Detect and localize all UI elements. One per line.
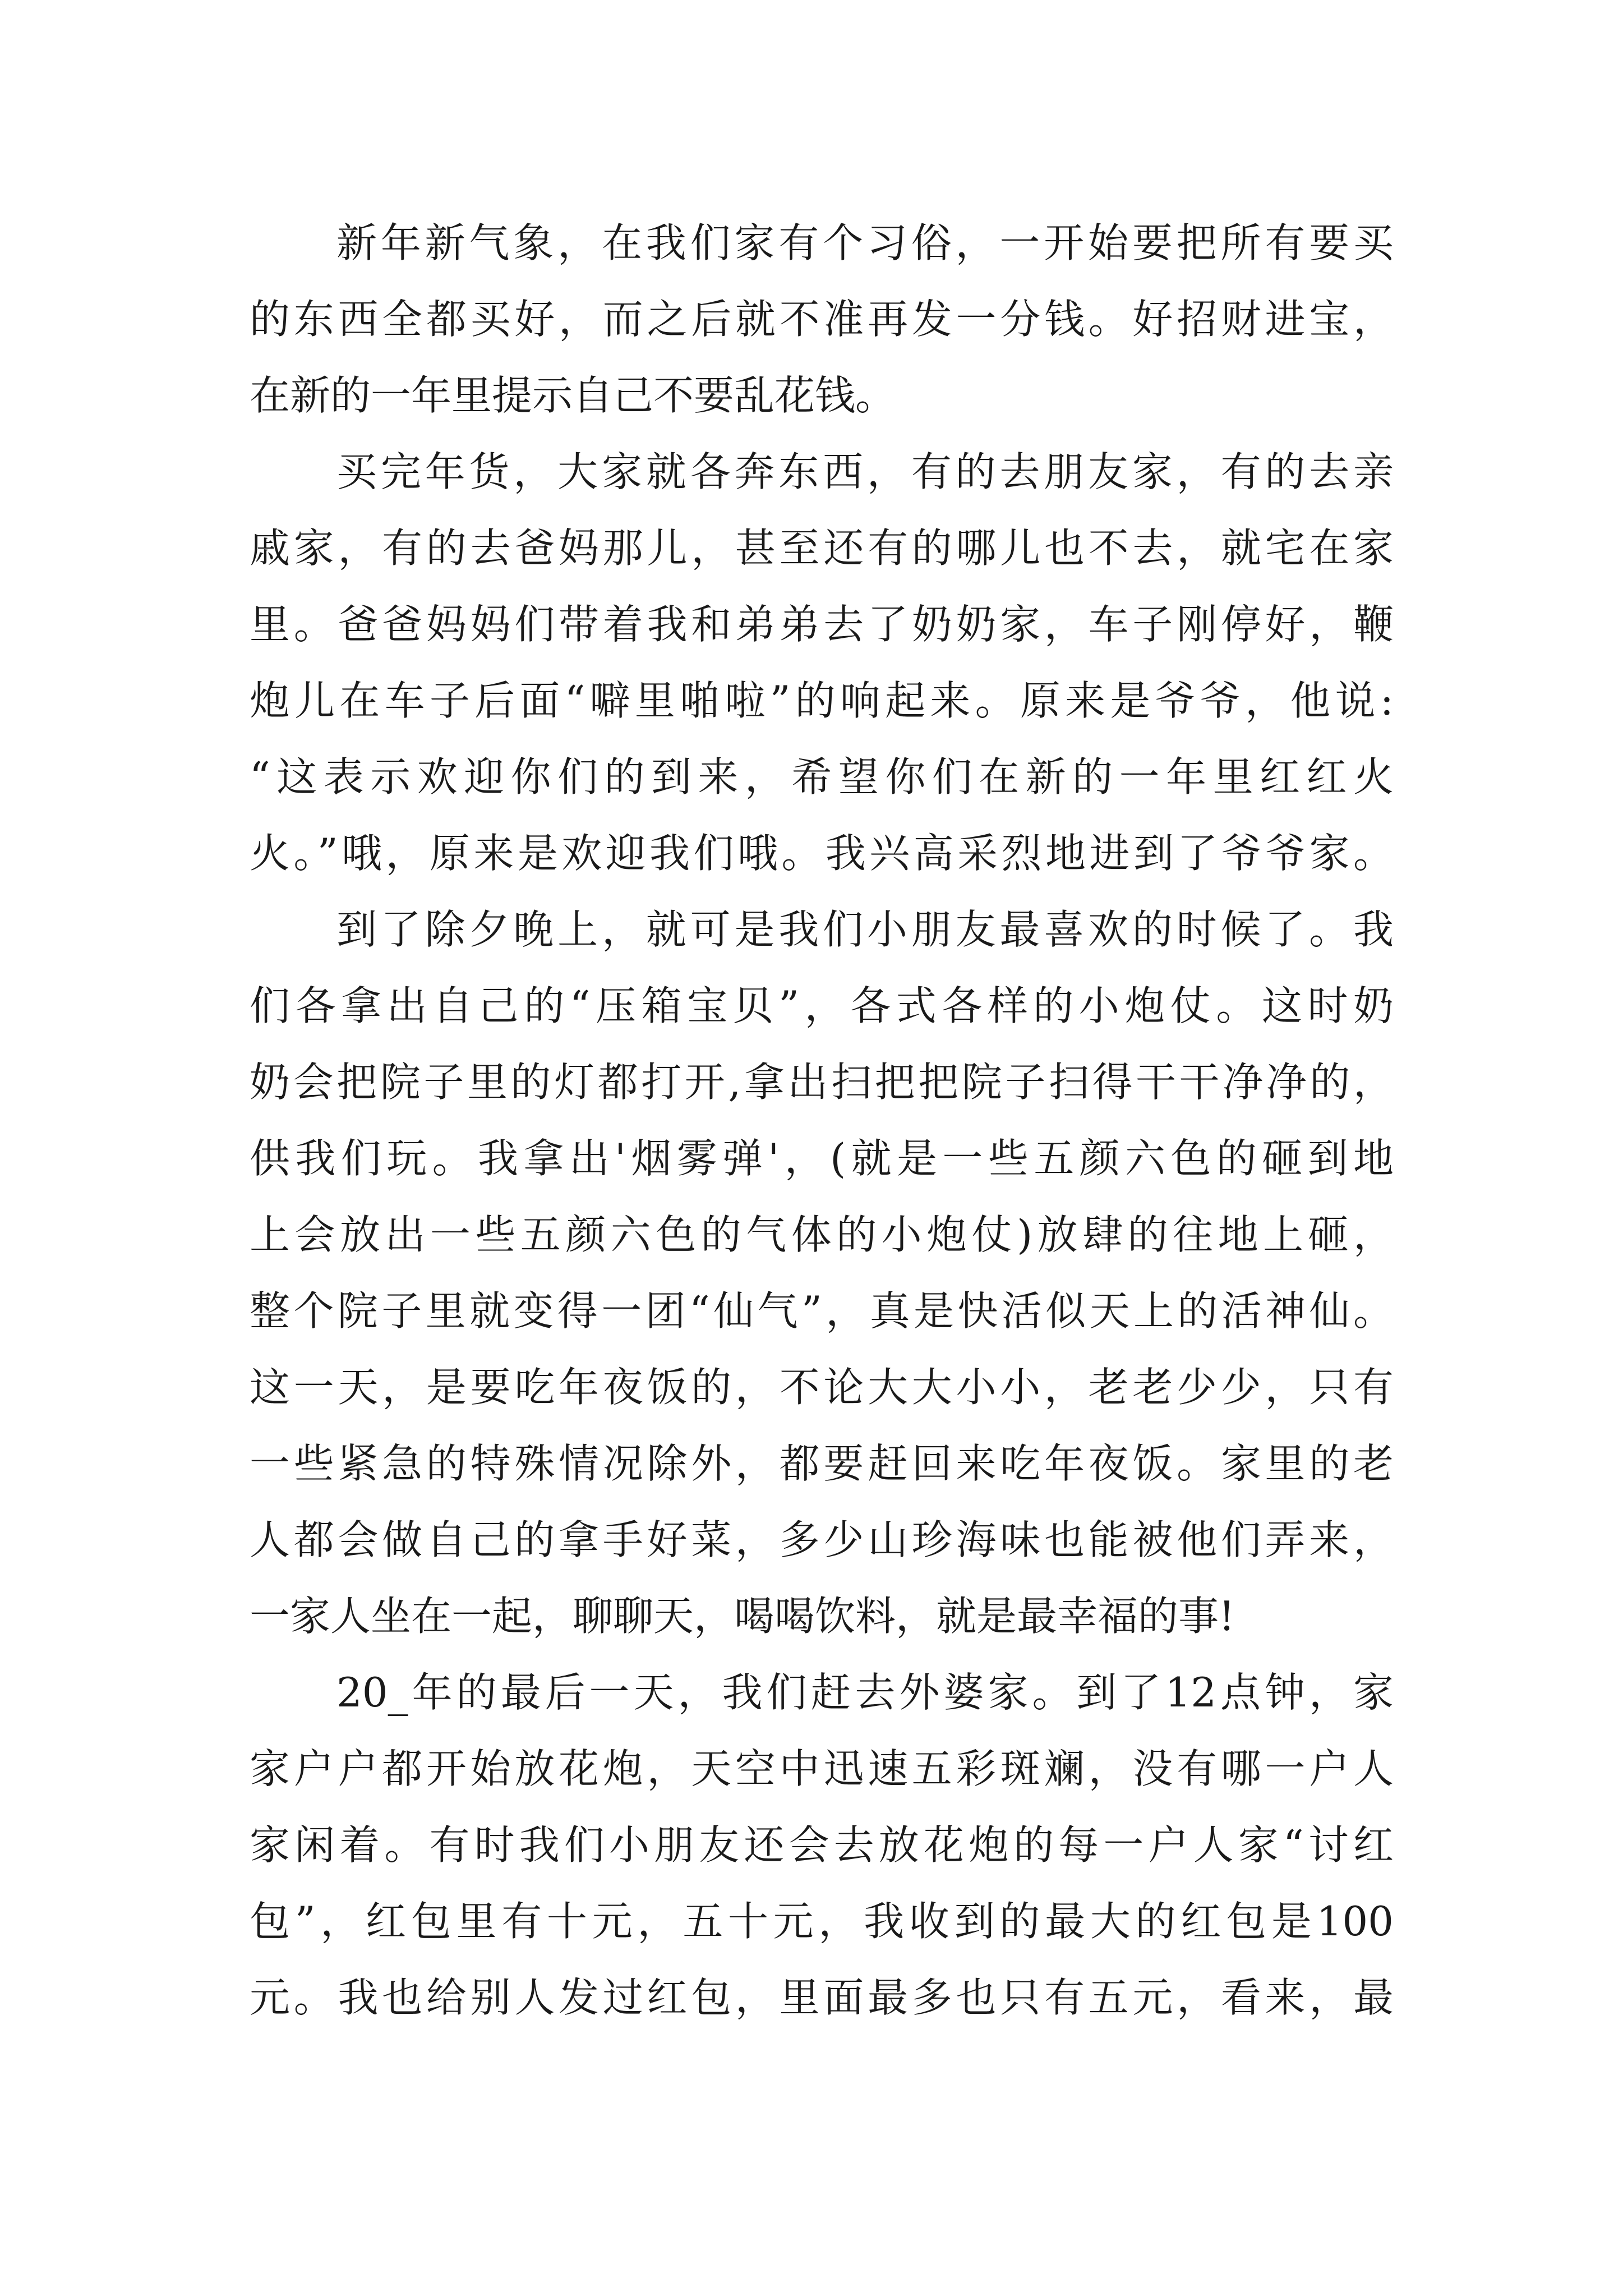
essay-body — [250, 205, 1394, 2036]
text-line: 戚家，有的去爸妈那儿，甚至还有的哪儿也不去，就宅在家 — [250, 524, 1394, 572]
text-line: “这表示欢迎你们的到来，希望你们在新的一年里红红火 — [250, 753, 1394, 800]
text-line: 家户户都开始放花炮，天空中迅速五彩斑斓，没有哪一户人 — [250, 1745, 1394, 1792]
text-line: 包”，红包里有十元，五十元，我收到的最大的红包是100 — [250, 1898, 1394, 1945]
text-line: 供我们玩。我拿出'烟雾弹'，(就是一些五颜六色的砸到地 — [250, 1135, 1394, 1182]
text-line: 一家人坐在一起，聊聊天，喝喝饮料，就是最幸福的事! — [250, 1593, 1235, 1640]
text-line: 们各拿出自己的“压箱宝贝”，各式各样的小炮仗。这时奶 — [250, 982, 1394, 1029]
text-line: 家闲着。有时我们小朋友还会去放花炮的每一户人家“讨红 — [250, 1821, 1394, 1869]
text-line: 在新的一年里提示自己不要乱花钱。 — [250, 372, 896, 419]
text-line: 炮儿在车子后面“噼里啪啦”的响起来。原来是爷爷，他说: — [250, 677, 1394, 724]
text-line: 20_年的最后一天，我们赶去外婆家。到了12点钟，家 — [336, 1669, 1394, 1716]
text-line: 这一天，是要吃年夜饭的，不论大大小小，老老少少，只有 — [250, 1364, 1394, 1411]
text-line: 的东西全都买好，而之后就不准再发一分钱。好招财进宝， — [250, 296, 1394, 343]
text-line: 整个院子里就变得一团“仙气”，真是快活似天上的活神仙。 — [250, 1287, 1394, 1335]
text-line: 里。爸爸妈妈们带着我和弟弟去了奶奶家，车子刚停好，鞭 — [250, 601, 1394, 648]
text-line: 奶会把院子里的灯都打开,拿出扫把把院子扫得干干净净的， — [250, 1059, 1394, 1106]
text-line: 元。我也给别人发过红包，里面最多也只有五元，看来，最 — [250, 1974, 1394, 2021]
text-line: 买完年货，大家就各奔东西，有的去朋友家，有的去亲 — [336, 448, 1394, 495]
text-line: 上会放出一些五颜六色的气体的小炮仗)放肆的往地上砸， — [250, 1211, 1394, 1258]
text-line: 新年新气象，在我们家有个习俗，一开始要把所有要买 — [336, 219, 1394, 266]
text-line: 一些紧急的特殊情况除外，都要赶回来吃年夜饭。家里的老 — [250, 1440, 1394, 1487]
text-line: 到了除夕晚上，就可是我们小朋友最喜欢的时候了。我 — [336, 906, 1394, 953]
text-line: 人都会做自己的拿手好菜，多少山珍海味也能被他们弄来， — [250, 1516, 1394, 1563]
text-line: 火。”哦，原来是欢迎我们哦。我兴高采烈地进到了爷爷家。 — [250, 830, 1394, 877]
